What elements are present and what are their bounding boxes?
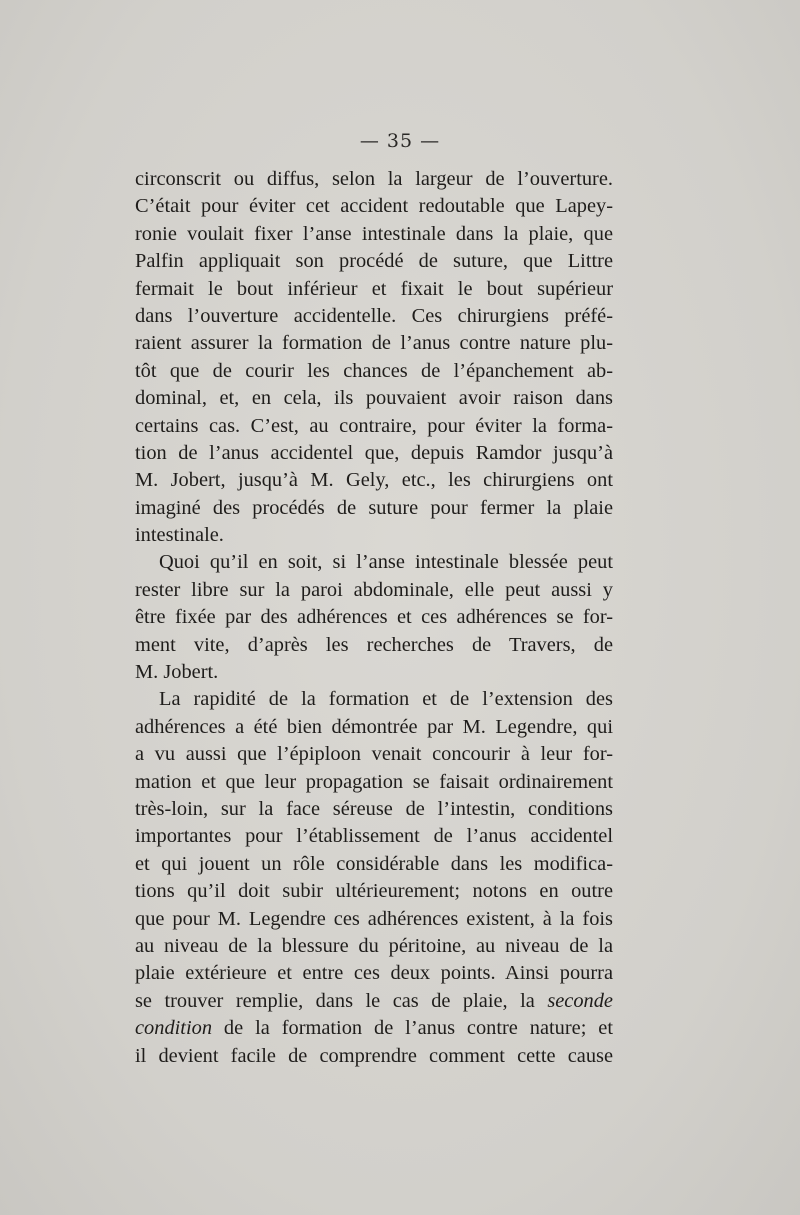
text-line [135, 823, 613, 850]
line-text: être fixée par des adhérences et ces adhérences se for- [135, 606, 613, 629]
line-text: adhérences a été bien démontrée par M. Legendre, qui [135, 715, 613, 738]
line-text: rester libre sur la paroi abdominale, elle peut aussi y [135, 578, 613, 601]
line-text: tions qu’il doit subir ultérieurement; notons en outre [135, 880, 613, 903]
page-number: — 35 — [359, 130, 441, 152]
line-text: tôt que de courir les chances de l’épanchement ab- [135, 359, 613, 382]
italic-text: seconde [547, 989, 613, 1012]
text-line [135, 988, 613, 1015]
text-line [135, 385, 613, 412]
text-line [135, 906, 613, 933]
line-text: intestinale. [135, 524, 224, 547]
line-text: importantes pour l’établissement de l’anus accidentel [135, 825, 613, 848]
text-line [135, 413, 613, 440]
line-text: ment vite, d’après les recherches de Travers, de [135, 633, 613, 656]
text-line [135, 577, 613, 604]
line-text: il devient facile de comprendre comment cette cause [135, 1044, 613, 1067]
text-line [135, 276, 613, 303]
text-line [135, 714, 613, 741]
line-text: tion de l’anus accidentel que, depuis Ramdor jusqu’à [135, 441, 613, 464]
text-line [135, 303, 613, 330]
text-line [135, 193, 613, 220]
line-text: que pour M. Legendre ces adhérences existent, à la fois [135, 907, 613, 930]
text-line [135, 248, 613, 275]
text-line [135, 495, 613, 522]
line-text: au niveau de la blessure du péritoine, au niveau de la [135, 934, 613, 957]
text-line [135, 358, 613, 385]
text-line [135, 796, 613, 823]
line-text: très-loin, sur la face séreuse de l’intestin, conditions [135, 797, 613, 820]
line-text: La rapidité de la formation et de l’extension des [159, 688, 613, 711]
text-line [135, 960, 613, 987]
line-text: M. Jobert. [135, 661, 219, 684]
line-text: M. Jobert, jusqu’à M. Gely, etc., les chirurgiens ont [135, 469, 613, 492]
text-line [135, 741, 613, 768]
line-text: se trouver remplie, dans le cas de plaie, la [135, 989, 548, 1012]
text-line [135, 604, 613, 631]
text-line [135, 851, 613, 878]
line-text: dominal, et, en cela, ils pouvaient avoir raison dans [135, 387, 613, 410]
text-line [135, 330, 613, 357]
line-text: Palfin appliquait son procédé de suture, que Littre [135, 250, 613, 273]
text-line [135, 440, 613, 467]
line-text: C’était pour éviter cet accident redoutable que Lapey- [135, 195, 613, 218]
line-text: raient assurer la formation de l’anus contre nature plu- [135, 332, 613, 355]
text-line [135, 659, 613, 686]
text-line [135, 549, 613, 576]
line-text: certains cas. C’est, au contraire, pour éviter la forma- [135, 414, 613, 437]
line-text: ronie voulait fixer l’anse intestinale dans la plaie, que [135, 222, 613, 245]
line-text: Quoi qu’il en soit, si l’anse intestinale blessée peut [159, 551, 613, 574]
text-line [135, 1043, 613, 1070]
line-text: mation et que leur propagation se faisait ordinairement [135, 770, 613, 793]
text-line [135, 522, 613, 549]
text-line [135, 166, 613, 193]
text-line [135, 221, 613, 248]
text-line [135, 686, 613, 713]
line-text: imaginé des procédés de suture pour fermer la plaie [135, 496, 613, 519]
line-text: circonscrit ou diffus, selon la largeur de l’ouverture. [135, 168, 613, 190]
line-text: a vu aussi que l’épiploon venait concourir à leur for- [135, 743, 613, 766]
line-text: dans l’ouverture accidentelle. Ces chirurgiens préfé- [135, 304, 613, 327]
text-line [135, 1015, 613, 1042]
text-line [135, 467, 613, 494]
text-line [135, 878, 613, 905]
line-text: plaie extérieure et entre ces deux points. Ainsi pourra [135, 962, 613, 985]
line-text: fermait le bout inférieur et fixait le bout supérieur [135, 277, 613, 300]
text-line [135, 933, 613, 960]
italic-text: condition [135, 1017, 213, 1040]
line-text: et qui jouent un rôle considérable dans les modifica- [135, 852, 613, 875]
line-text: de la formation de l’anus contre nature; et [212, 1017, 613, 1040]
text-line [135, 632, 613, 659]
body-text [135, 166, 613, 1070]
text-line [135, 769, 613, 796]
